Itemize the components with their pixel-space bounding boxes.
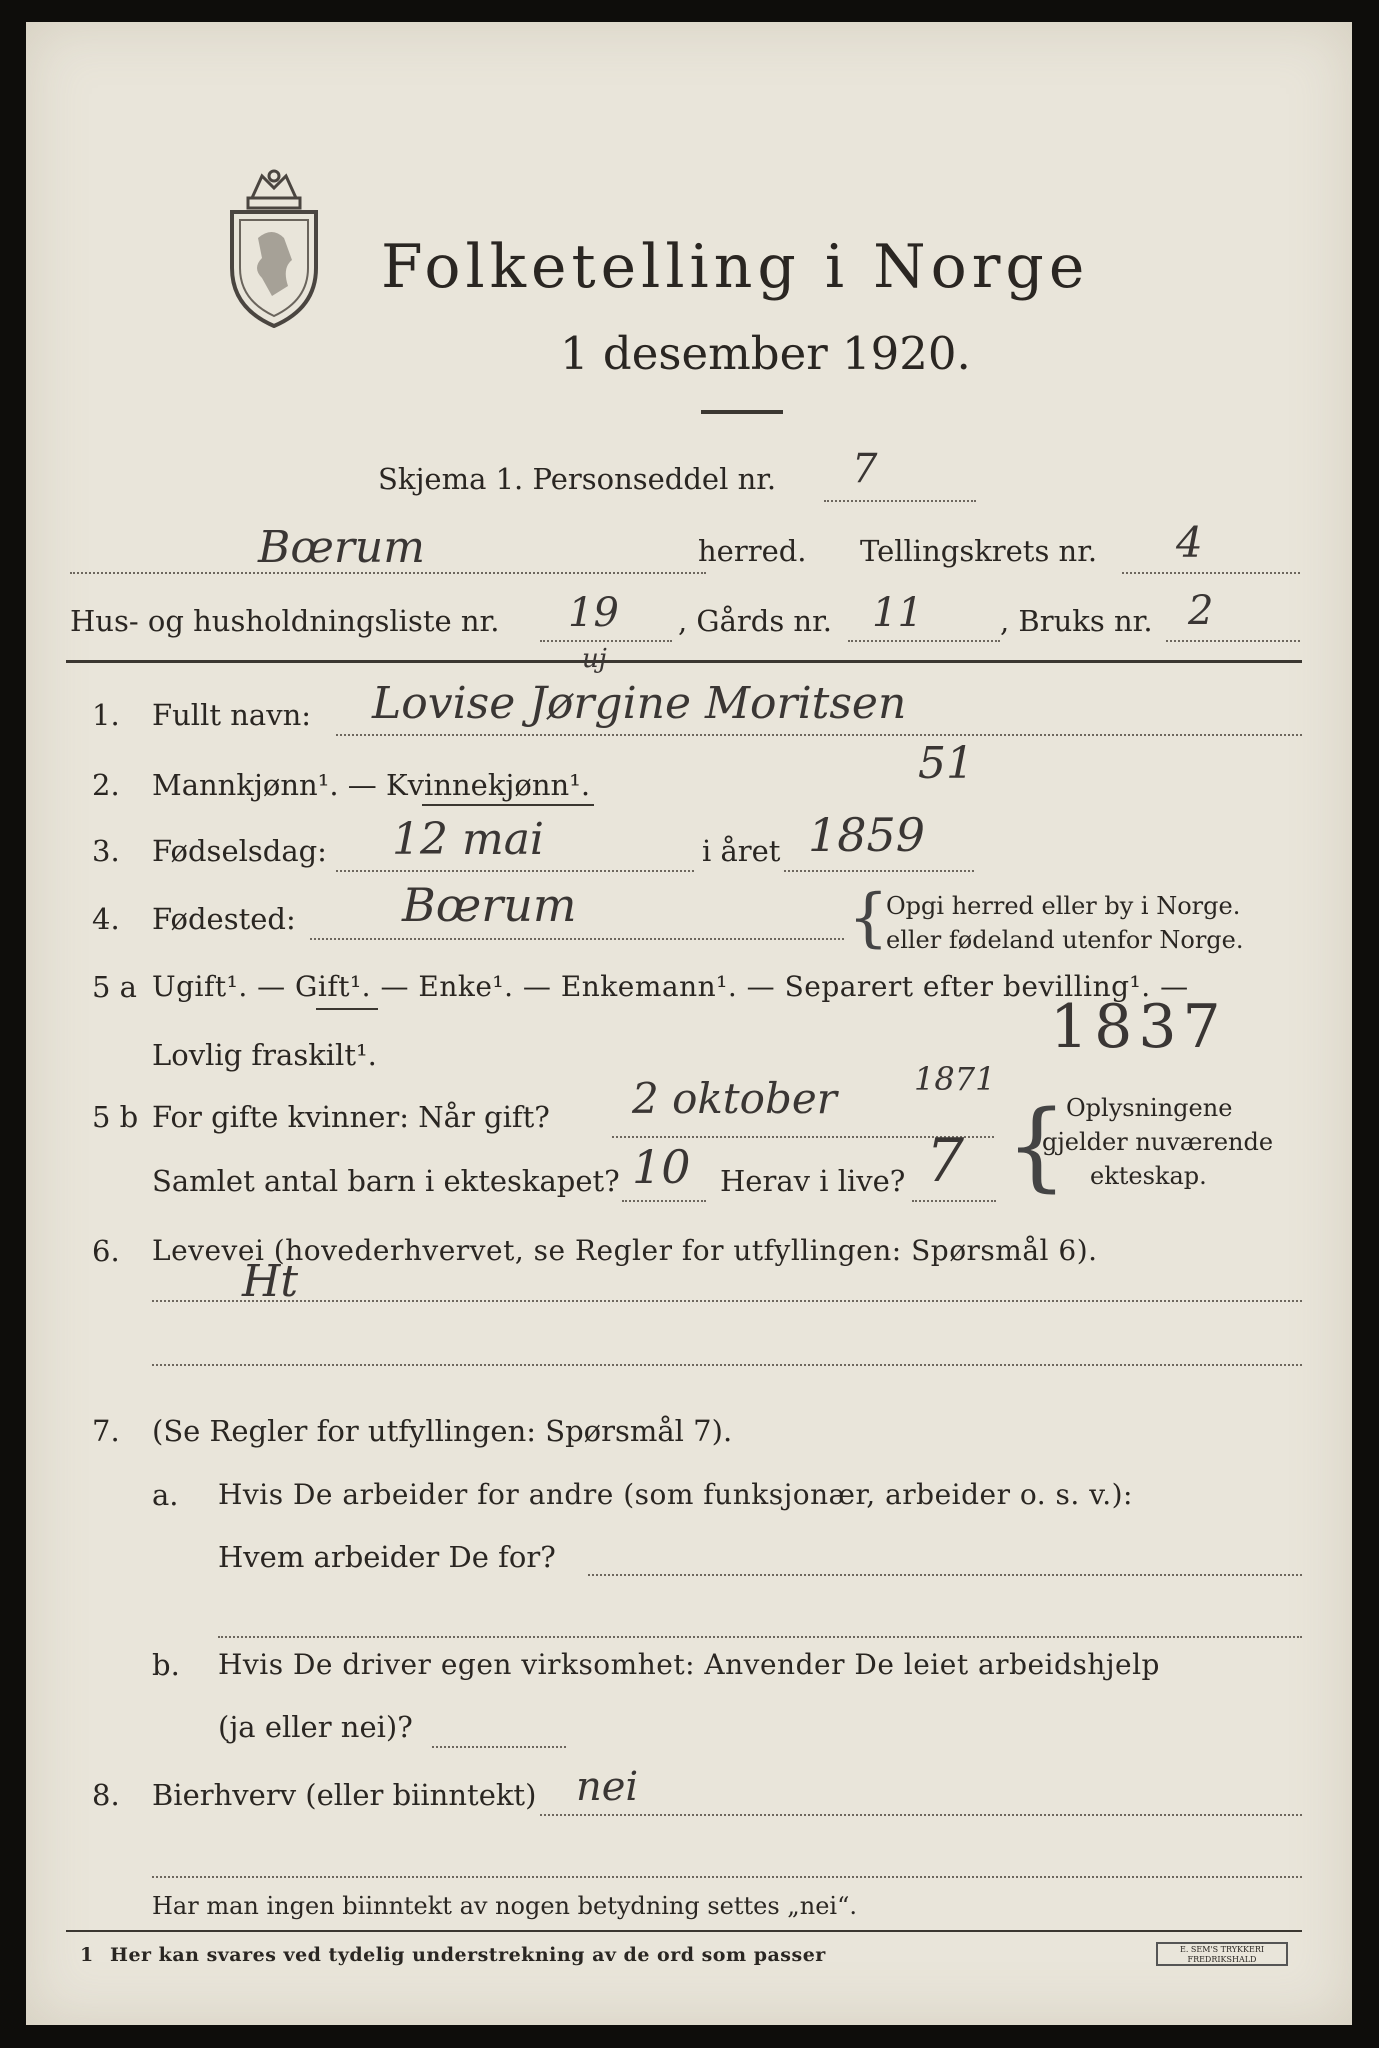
q7-label: (Se Regler for utfyllingen: Spørsmål 7).: [152, 1414, 733, 1448]
q4-number: 4.: [92, 902, 120, 936]
occupation-value: Ht: [242, 1256, 299, 1307]
q3-number: 3.: [92, 834, 120, 868]
marriage-brace: {: [1006, 1090, 1068, 1202]
side-income-value: nei: [576, 1764, 639, 1810]
occupation-label: Levevei (hovederhvervet, se Regler for utfyllingen: Spørsmål 6).: [152, 1234, 1098, 1267]
side-income-label: Bierhverv (eller biinntekt): [152, 1778, 537, 1812]
birthplace-note-1: Opgi herred eller by i Norge.: [886, 892, 1241, 920]
gender-underline: [422, 804, 594, 806]
schema-label: Skjema 1. Personseddel nr.: [378, 462, 777, 496]
marital-status-options: Ugift¹. — Gift¹. — Enke¹. — Enkemann¹. — Separert efter bevilling¹. —: [152, 970, 1189, 1003]
printer-stamp: E. SEM'S TRYKKERI FREDRIKSHALD: [1156, 1942, 1288, 1966]
marriage-note-3: ekteskap.: [1090, 1162, 1207, 1190]
census-form: [26, 22, 1352, 2025]
husliste-label: Hus- og husholdningsliste nr.: [70, 604, 500, 638]
birthplace-value: Bœrum: [402, 878, 577, 932]
full-name-value: Lovise Jørgine Moritsen: [372, 678, 907, 729]
q7a-line1: Hvis De arbeider for andre (som funksjonær, arbeider o. s. v.):: [218, 1478, 1133, 1511]
norway-coat-of-arms: [222, 168, 326, 328]
header-rule: [66, 660, 1302, 663]
marital-status-options-2: Lovlig fraskilt¹.: [152, 1038, 377, 1072]
q7-number: 7.: [92, 1414, 120, 1448]
schema-number: 7: [852, 446, 878, 492]
q6-number: 6.: [92, 1234, 120, 1268]
annotation-1837: 1837: [1050, 992, 1227, 1062]
marriage-note-1: Oplysningene: [1066, 1094, 1233, 1122]
q1-number: 1.: [92, 698, 120, 732]
herred-label: herred.: [698, 534, 807, 568]
gender-options: Mannkjønn¹. — Kvinnekjønn¹.: [152, 768, 591, 802]
tellingskrets-label: Tellingskrets nr.: [860, 534, 1098, 568]
marital-status-underline: [316, 1008, 378, 1010]
husliste-value: 19: [568, 590, 619, 636]
q1-label: Fullt navn:: [152, 698, 312, 732]
form-title: Folketelling i Norge: [381, 232, 1090, 302]
q8-number: 8.: [92, 1778, 120, 1812]
gards-label: , Gårds nr.: [678, 604, 832, 638]
q4-label: Fødested:: [152, 902, 296, 936]
q5b-label-children: Samlet antal barn i ekteskapet?: [152, 1164, 620, 1198]
marriage-note-2: gjelder nuværende: [1042, 1128, 1274, 1156]
q1-correction: uj: [582, 644, 607, 674]
q7b-line2: (ja eller nei)?: [218, 1710, 413, 1744]
year-label: i året: [702, 834, 781, 868]
footer-note: Har man ingen biinntekt av nogen betydning settes „nei“.: [152, 1892, 857, 1920]
q5b-number: 5 b: [92, 1100, 139, 1134]
q5b-label-married: For gifte kvinner: Når gift?: [152, 1100, 550, 1134]
q5a-number: 5 a: [92, 970, 137, 1004]
footnote: Her kan svares ved tydelig understrekning av de ord som passer: [110, 1944, 826, 1966]
q7b-line1: Hvis De driver egen virksomhet: Anvender De leiet arbeidshjelp: [218, 1648, 1160, 1681]
bruks-label: , Bruks nr.: [1000, 604, 1153, 638]
q7a-letter: a.: [152, 1478, 179, 1512]
children-alive-value: 7: [926, 1126, 965, 1196]
footer-rule: [66, 1930, 1302, 1932]
birthday-value: 12 mai: [392, 814, 545, 865]
q7a-line2: Hvem arbeider De for?: [218, 1540, 556, 1574]
q3-label: Fødselsdag:: [152, 834, 327, 868]
children-total-value: 10: [632, 1140, 691, 1194]
marriage-year-value: 1871: [914, 1060, 996, 1098]
q5b-label-alive: Herav i live?: [720, 1164, 906, 1198]
marriage-date-value: 2 oktober: [632, 1074, 837, 1123]
gards-value: 11: [872, 590, 923, 636]
birth-year-value: 1859: [808, 808, 926, 862]
footnote-mark: 1: [80, 1944, 94, 1966]
tellingskrets-value: 4: [1176, 518, 1203, 567]
q7b-letter: b.: [152, 1648, 180, 1682]
q2-number: 2.: [92, 768, 120, 802]
herred-value: Bœrum: [258, 522, 425, 573]
age-value: 51: [918, 738, 974, 789]
birthplace-brace: {: [848, 881, 889, 955]
title-divider: [701, 410, 783, 414]
birthplace-note-2: eller fødeland utenfor Norge.: [886, 926, 1244, 954]
census-date: 1 desember 1920.: [560, 327, 971, 380]
bruks-value: 2: [1188, 588, 1214, 634]
